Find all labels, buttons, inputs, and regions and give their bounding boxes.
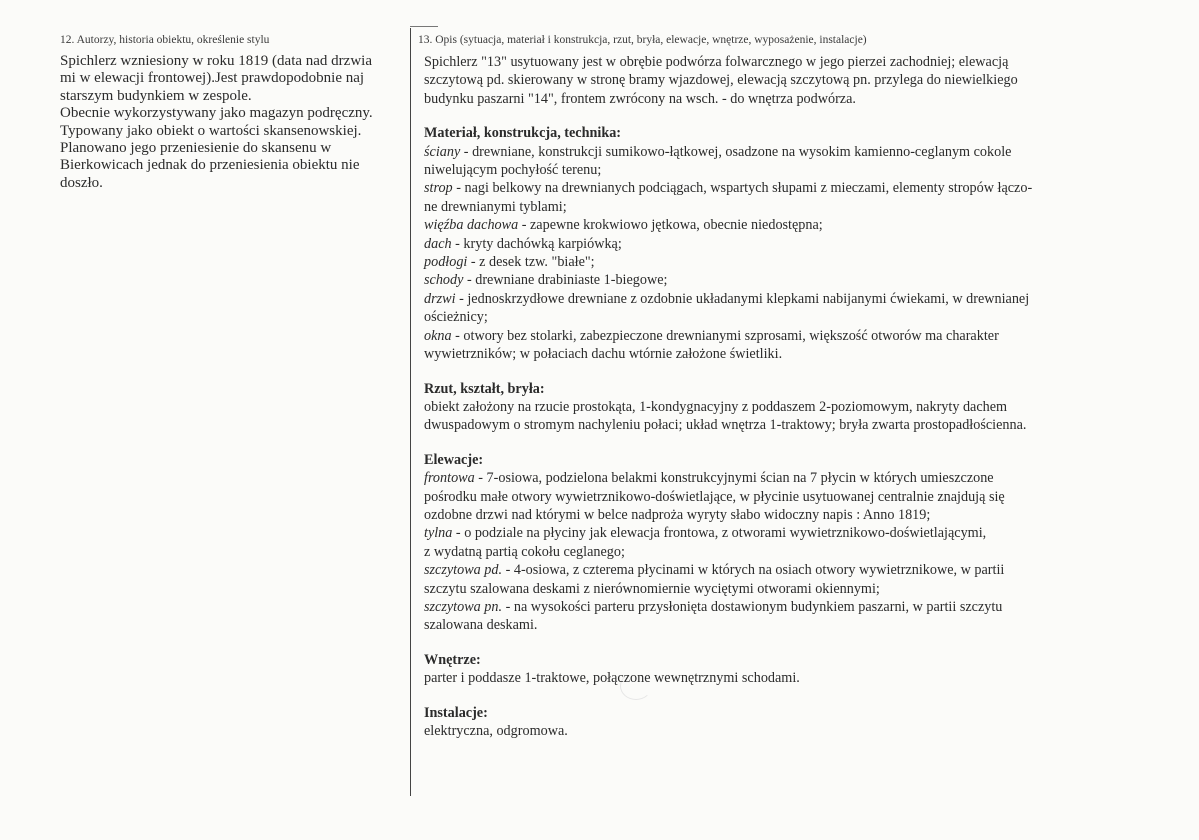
- body-line: mi w elewacji frontowej).Jest prawdopodobnie naj: [60, 70, 365, 87]
- material-item-truss: [424, 216, 1178, 234]
- plan-line: dwuspadowym o stromym nachyleniu połaci; układ wnętrza 1-traktowy; bryła zwarta prostopadłościenna.: [424, 417, 1027, 434]
- elevations-section: [424, 451, 1178, 635]
- item-text: - jednoskrzydłowe drewniane z ozdobnie układanymi klepkami nabijanymi ćwiekami, w drewnianej: [455, 290, 1030, 307]
- material-title: Materiał, konstrukcja, technika:: [424, 125, 622, 142]
- installations-title: Instalacje:: [424, 704, 488, 721]
- plan-section: [424, 380, 1178, 435]
- section-12-body: [60, 53, 412, 192]
- body-line: Obecnie wykorzystywany jako magazyn podręczny.: [60, 105, 373, 122]
- interior-section: [424, 651, 1178, 688]
- intro-line: budynku paszarni "14", frontem zwrócony na wsch. - do wnętrza podwórza.: [424, 90, 856, 107]
- term-label: więźba dachowa: [424, 217, 519, 234]
- item-text: - z desek tzw. "białe";: [467, 254, 595, 271]
- item-continuation: ozdobne drzwi nad którymi w belce nadproża wyryty słabo widoczny napis : Anno 1819;: [424, 506, 931, 523]
- body-line: doszło.: [60, 174, 103, 191]
- term-label: frontowa: [424, 470, 475, 487]
- material-item-doors: [424, 290, 1178, 308]
- term-label: strop: [424, 180, 453, 197]
- item-continuation: niwelującym pochyłość terenu;: [424, 162, 602, 179]
- elevation-gable-north: [424, 598, 1178, 616]
- item-continuation: pośrodku małe otwory wywietrznikowo-doświetlające, w płycinie usytuowanej centralnie znajdują się: [424, 488, 1005, 505]
- item-text: - 7-osiowa, podzielona belakmi konstrukcyjnymi ścian na 7 płycin w których umieszczone: [474, 470, 994, 487]
- installations-section: [424, 704, 1178, 741]
- plan-line: obiekt założony na rzucie prostokąta, 1-kondygnacyjny z poddaszem 2-poziomowym, nakryty dachem: [424, 398, 1008, 415]
- body-line: Planowano jego przeniesienie do skansenu w: [60, 140, 332, 157]
- intro-line: szczytową pd. skierowany w stronę bramy wjazdowej, elewacją szczytową pn. przylega do niewielkiego: [424, 72, 1018, 89]
- item-text: - otwory bez stolarki, zabezpieczone drewnianymi szprosami, większość otworów ma charakter: [451, 327, 999, 344]
- material-item-roof: [424, 235, 1178, 253]
- section-12-heading: 12. Autorzy, historia obiektu, określenie stylu: [60, 34, 270, 46]
- body-line: Spichlerz wzniesiony w roku 1819 (data nad drzwia: [60, 53, 372, 69]
- item-text: - zapewne krokwiowo jętkowa, obecnie niedostępna;: [518, 217, 823, 234]
- item-text: - o podziale na płyciny jak elewacja frontowa, z otworami wywietrznikowo-doświetlającymi,: [452, 525, 987, 542]
- item-continuation: z wydatną partią cokołu ceglanego;: [424, 543, 625, 560]
- left-column: [60, 33, 412, 192]
- material-item-ceiling: [424, 179, 1178, 197]
- term-label: szczytowa pd.: [424, 562, 503, 579]
- interior-title: Wnętrze:: [424, 651, 481, 668]
- installations-line: elektryczna, odgromowa.: [424, 723, 568, 739]
- item-text: - kryty dachówką karpiówką;: [451, 235, 622, 252]
- divider-tick: [410, 26, 438, 27]
- term-label: schody: [424, 272, 464, 289]
- term-label: szczytowa pn.: [424, 598, 503, 615]
- right-column: [418, 33, 1178, 740]
- body-line: Bierkowicach jednak do przeniesienia obiektu nie: [60, 157, 360, 174]
- item-continuation: ościeżnicy;: [424, 309, 488, 326]
- material-item-floors: [424, 253, 1178, 271]
- plan-title: Rzut, kształt, bryła:: [424, 380, 545, 397]
- item-text: - nagi belkowy na drewnianych podciągach, wspartych słupami z mieczami, elementy stropów łączo-: [452, 180, 1033, 197]
- item-text: - drewniane, konstrukcji sumikowo-łątkowej, osadzone na wysokim kamienno-ceglanym cokole: [460, 143, 1012, 160]
- elevation-front: [424, 469, 1178, 487]
- term-label: ściany: [424, 143, 461, 160]
- material-item-stairs: [424, 271, 1178, 289]
- material-item-windows: [424, 327, 1178, 345]
- elevation-rear: [424, 524, 1178, 542]
- term-label: dach: [424, 235, 452, 252]
- section-13-body: [424, 53, 1178, 740]
- item-continuation: szalowana deskami.: [424, 617, 538, 634]
- body-line: Typowany jako obiekt o wartości skansenowskiej.: [60, 122, 362, 139]
- material-item-walls: [424, 143, 1178, 161]
- item-text: - drewniane drabiniaste 1-biegowe;: [463, 272, 668, 289]
- term-label: okna: [424, 327, 452, 344]
- section-13-heading: 13. Opis (sytuacja, materiał i konstrukcja, rzut, bryła, elewacje, wnętrze, wyposażenie, instalacje): [418, 34, 867, 46]
- item-continuation: ne drewnianymi tyblami;: [424, 198, 567, 215]
- term-label: tylna: [424, 525, 453, 542]
- body-line: starszym budynkiem w zespole.: [60, 87, 252, 104]
- item-continuation: szczytu szalowana deskami z nierównomiernie wyciętymi otworami okiennymi;: [424, 580, 880, 597]
- interior-line: parter i poddasze 1-traktowe, połączone wewnętrznymi schodami.: [424, 670, 800, 687]
- material-section: [424, 124, 1178, 363]
- item-text: - 4-osiowa, z czterema płycinami w których na osiach otwory wywietrznikowe, w partii: [502, 562, 1005, 579]
- item-text: - na wysokości parteru przysłonięta dostawionym budynkiem paszarni, w partii szczytu: [502, 598, 1003, 615]
- elevations-title: Elewacje:: [424, 451, 484, 468]
- intro-paragraph: [424, 53, 1178, 108]
- item-continuation: wywietrzników; w połaciach dachu wtórnie założone świetliki.: [424, 346, 783, 363]
- term-label: podłogi: [424, 254, 468, 271]
- term-label: drzwi: [424, 290, 456, 307]
- elevation-gable-south: [424, 561, 1178, 579]
- intro-line: Spichlerz "13" usytuowany jest w obrębie podwórza folwarcznego w jego pierzei zachodniej; elewacją: [424, 54, 1009, 70]
